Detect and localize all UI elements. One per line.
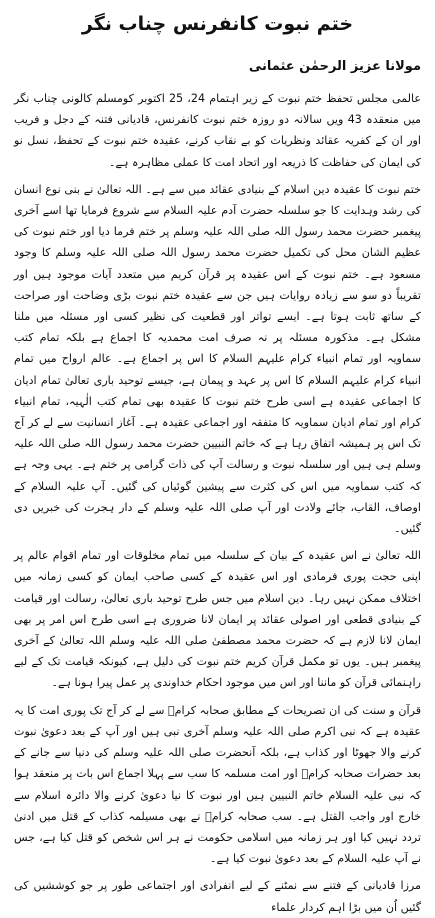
article-paragraph-5: مرزا قادیانی کے فتنے سے نمٹنے کے لیے انفرادی اور اجتماعی طور پر جو کوششیں کی گئیں اُن میں بڑا اہم کردار علماء: [14, 879, 421, 914]
article-paragraph-2: ختم نبوت کا عقیدہ دین اسلام کے بنیادی عقائد میں سے ہے۔ اللہ تعالیٰ نے بنی نوع انسان کی رشد وہدایت کا جو سلسلہ حضرت آدم علیہ السلام سے شروع فرمایا تھا اسے آخری پیغمبر حضرت محمد رسول اللہ صلی اللہ علیہ وسلم پر ختم فرما دیا اور ختم نبوت کی عظیم الشان محل کی تکمیل حضرت محمد رسول اللہ صلی اللہ علیہ وسلم کا وجود مسعود ہے۔ ختم نبوت کے اس عقیدہ پر قرآن کریم میں متعدد آیات موجود ہیں اور تقریباً دو سو سے زیادہ روایات ہیں جن سے عقیدہ ختم نبوت بڑی وضاحت اور صراحت کے ساتھ ثابت ہوتا ہے۔ ایسے تواتر اور قطعیت کی نظیر کسی اور مسئلہ میں ملنا مشکل ہے۔ مذکورہ مسئلہ پر نہ صرف امت محمدیہ کا اجماع ہے بلکہ تمام کتب سماویہ اور تمام انبیاء کرام علیہم السلام کا اس پر اجماع ہے۔ عالم ارواح میں تمام انبیاء کرام علیہم السلام کا اس پر عہد و پیمان ہے، جیسے توحید باری تعالیٰ تمام ادیان کا اجماعی عقیدہ ہے اسی طرح ختم نبوت کا عقیدہ بھی تمام کتب الٰہیہ، تمام انبیاء کرام اور تمام ادیان سماویہ کا متفقہ اور اجماعی عقیدہ ہے۔ آغاز انسانیت سے لے کر آج تک اس پر ہمیشہ اتفاق رہا ہے کہ خاتم النبیین حضرت محمد رسول اللہ صلی اللہ علیہ وسلم ہی ہیں اور سلسلہ نبوت و رسالت آپ کی ذات گرامی پر ختم ہے۔ یہی وجہ ہے کہ کتب سماویہ میں اس کی کثرت سے پیشین گوئیاں کی گئیں۔ آپ علیہ السلام کے اوصاف، القاب، جائے ولادت اور آپ صلی اللہ علیہ وسلم کے دار ہجرت کی خبریں دی گئیں۔: [14, 182, 421, 536]
article-paragraph-3: اللہ تعالیٰ نے اس عقیدہ کے بیان کے سلسلہ میں تمام مخلوقات اور تمام اقوام عالم پر اپنی حجت پوری فرمادی اور اس عقیدہ کے کسی صاحب ایمان کو کسی زمانہ میں اختلاف ممکن نہیں رہا۔ دین اسلام میں جس طرح توحید باری تعالیٰ، رسالت اور قیامت کے بنیادی قطعی اور اصولی عقائد پر ایمان لانا ضروری ہے اسی طرح اس امر پر بھی ایمان لانا لازم ہے کہ حضرت محمد مصطفیٰ صلی اللہ علیہ وسلم اللہ تعالیٰ کے آخری پیغمبر ہیں۔ یوں تو مکمل قرآن کریم ختم نبوت کی دلیل ہے، کیونکہ قیامت تک کے لیے راہنمائی قرآن کو ماننا اور اس میں موجود احکام خداوندی پر عمل پیرا ہونا ہے۔: [14, 549, 421, 690]
article-paragraph-4: قرآن و سنت کی ان تصریحات کے مطابق صحابہ کرامؓ سے لے کر آج تک پوری امت کا یہ عقیدہ ہے کہ نبی اکرم صلی اللہ علیہ وسلم آخری نبی ہیں اور آپ کے بعد دعویٰ نبوت کرنے والا جھوٹا اور کذاب ہے، بلکہ آنحضرت صلی اللہ علیہ وسلم کی دنیا سے جانے کے بعد حضرات صحابہ کرامؓ اور امت مسلمہ کا سب سے پہلا اجماع اس بات پر منعقد ہوا کہ نبی علیہ السلام خاتم النبیین ہیں اور نبوت کا نیا دعویٰ کرنے والا دائرہ اسلام سے خارج اور واجب القتل ہے۔ سب صحابہ کرامؓ نے بھی مسیلمہ کذاب کے قتل میں ادنیٰ تردد نہیں کیا اور ہر زمانہ میں اسلامی حکومت نے ہر اس شخص کو قتل کیا ہے، جس نے آپ علیہ السلام کے بعد دعویٰ نبوت کیا ہے۔: [14, 703, 421, 866]
article-paragraph-1: عالمی مجلس تحفظ ختم نبوت کے زیر اہتمام 24، 25 اکتوبر کومسلم کالونی چناب نگر میں منعقدہ 43 ویں سالانہ دو روزہ ختم نبوت کانفرنس، قادیانی فتنہ کے دجل و فریب اور ان کے کفریہ عقائد ونظریات کو بے نقاب کرنے، عقیدہ ختم نبوت کے تحفظ، نسل نو کی ایمان کی حفاظت کا ذریعہ اور اتحاد امت کا عملی مظاہرہ ہے۔: [14, 92, 422, 169]
article-headline: ختم نبوت کانفرنس چناب نگر: [81, 13, 354, 35]
article-byline: مولانا عزیز الرحمٰن عثمانی: [248, 59, 421, 74]
